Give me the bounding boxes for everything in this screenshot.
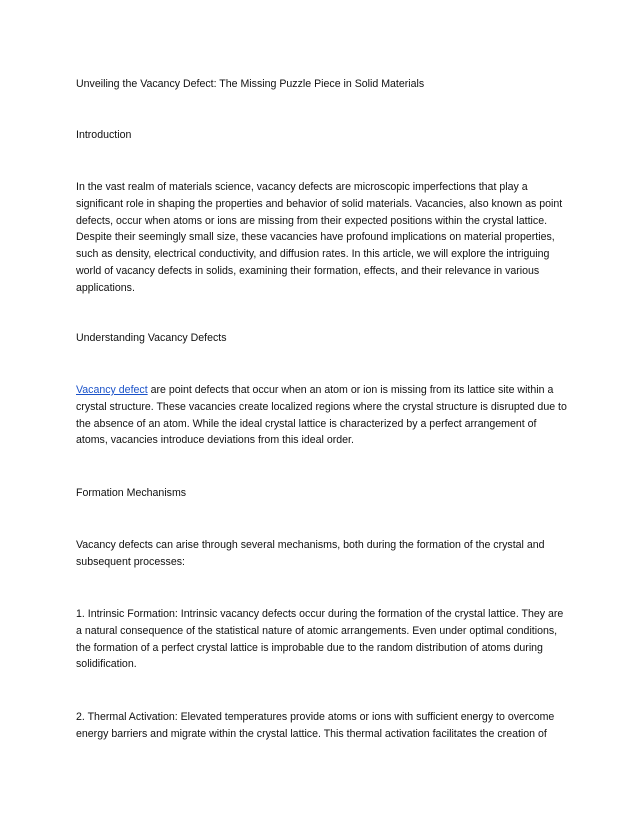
document-title: Unveiling the Vacancy Defect: The Missing Puzzle Piece in Solid Materials [76,78,425,90]
intrinsic-formation-paragraph: 1. Intrinsic Formation: Intrinsic vacancy defects occur during the formation of the crystal lattice. They are a natural consequence of the statistical nature of atomic arrangements. Even under optimal conditions, the formation of a perfect crystal lattice is improbable due to the random distribution of atoms during solidification. [76,608,564,671]
formation-paragraph: Vacancy defects can arise through several mechanisms, both during the formation of the crystal and subsequent processes: [76,539,545,568]
section-heading-formation: Formation Mechanisms [76,487,187,499]
vacancy-defect-link[interactable]: Vacancy defect [76,384,148,396]
understanding-paragraph [76,382,570,449]
understanding-paragraph-text: are point defects that occur when an atom or ion is missing from its lattice site within a crystal structure. These vacancies create localized regions where the crystal structure is disrupted due to the absence of an atom. While the ideal crystal lattice is characterized by a perfect arrangement of atoms, vacancies introduce deviations from this ideal order. [76,384,567,447]
thermal-activation-paragraph: 2. Thermal Activation: Elevated temperatures provide atoms or ions with sufficient energy to overcome energy barriers and migrate within the crystal lattice. This thermal activation facilitates the creation of [76,711,555,740]
section-heading-introduction: Introduction [76,129,132,141]
intro-paragraph: In the vast realm of materials science, vacancy defects are microscopic imperfections that play a significant role in shaping the properties and behavior of solid materials. Vacancies, also known as point defects, occur when atoms or ions are missing from their expected positions within the crystal lattice. Despite their seemingly small size, these vacancies have profound implications on material properties, such as density, electrical conductivity, and diffusion rates. In this article, we will explore the intriguing world of vacancy defects in solids, examining their formation, effects, and their relevance in various applications. [76,181,563,294]
section-heading-understanding: Understanding Vacancy Defects [76,332,227,344]
